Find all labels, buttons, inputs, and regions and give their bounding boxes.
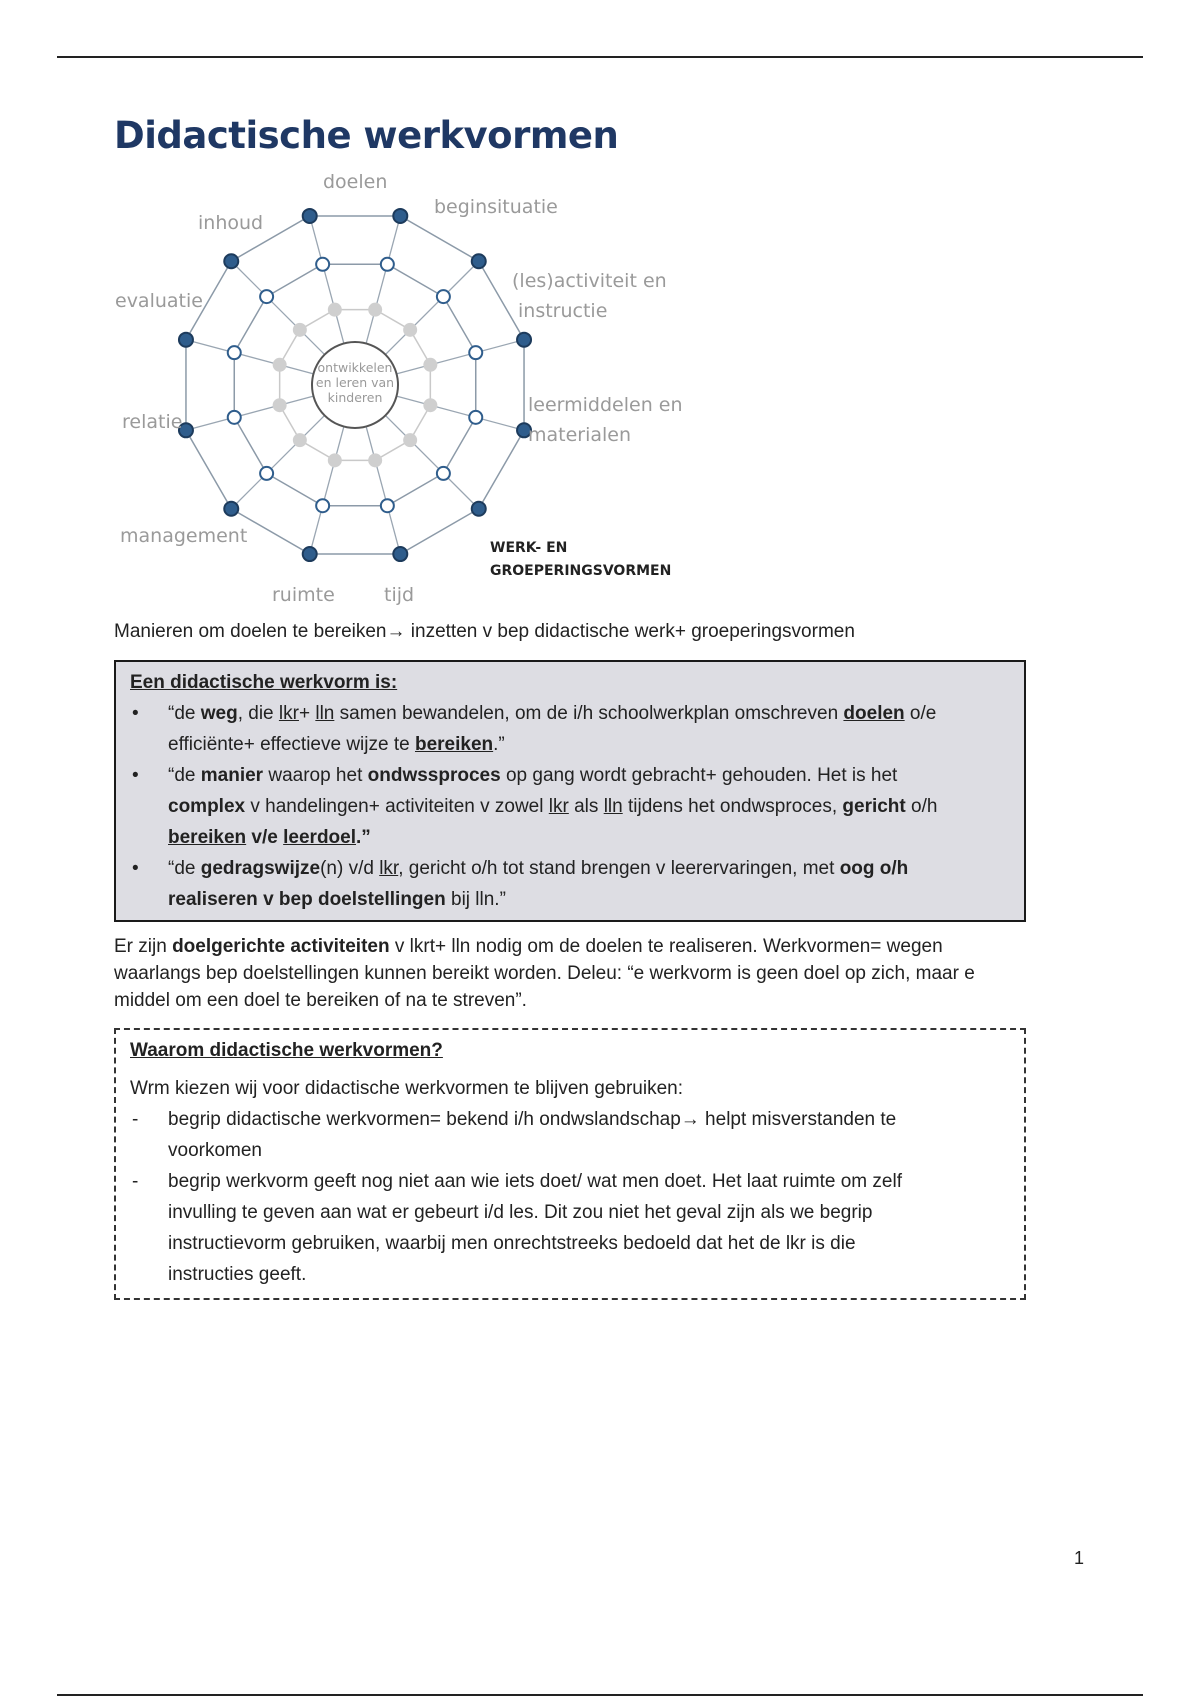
spoke-line: [231, 261, 324, 354]
footer-rule: [57, 1694, 1143, 1696]
spoke-line: [231, 415, 324, 508]
label-materialen: materialen: [528, 424, 632, 446]
definition-list: [130, 698, 1010, 915]
why-box: [114, 1028, 1026, 1300]
node-ring-1: [179, 333, 193, 347]
spoke-line: [385, 261, 478, 354]
label-inhoud: inhoud: [198, 212, 264, 234]
center-text-1: ontwikkelen: [317, 360, 393, 375]
explanation-paragraph: Er zijn doelgerichte activiteiten v lkrt+ lln nodig om de doelen te realiseren. Werkvormen= wegen waarlangs bep doelstellingen kunnen bereikt worden. Deleu: “e werkvorm is geen doel op zich, maar e middel om een doel te bereiken of na te streven”.: [114, 936, 975, 1011]
node-ring-1: [393, 547, 407, 561]
label-relatie: relatie: [122, 411, 183, 433]
spoke-line: [186, 396, 314, 430]
label-beginsituatie: beginsituatie: [434, 196, 558, 218]
spoke-line: [397, 396, 525, 430]
arrow-icon: →: [386, 621, 406, 642]
node-ring-2: [381, 499, 394, 512]
werkvormen-wheel-diagram: [110, 165, 685, 610]
why-title: Waarom didactische werkvormen?: [130, 1040, 443, 1061]
node-ring-2: [228, 411, 241, 424]
node-ring-2: [316, 258, 329, 271]
spoke-line: [385, 415, 478, 508]
bullet-icon: •: [132, 765, 139, 786]
label-groeperingsvormen: GROEPERINGSVORMEN: [490, 563, 672, 579]
node-ring-3: [424, 399, 436, 411]
spoke-line: [310, 216, 344, 344]
why-item-1: - begrip didactische werkvormen= bekend i/h ondwslandschap→ helpt misverstanden te voorkomen: [130, 1104, 1010, 1166]
node-ring-3: [329, 454, 341, 466]
definition-item-3: • “de gedragswijze(n) v/d lkr, gericht o/h tot stand brengen v leerervaringen, met oog o/h realiseren v bep doelstellingen bij lln.”: [130, 853, 1010, 915]
node-ring-2: [469, 346, 482, 359]
node-ring-3: [369, 454, 381, 466]
definition-title: Een didactische werkvorm is:: [130, 672, 398, 693]
node-ring-2: [437, 467, 450, 480]
node-ring-3: [274, 399, 286, 411]
node-ring-2: [228, 346, 241, 359]
node-ring-1: [393, 209, 407, 223]
why-list: [130, 1104, 1010, 1290]
node-ring-3: [369, 304, 381, 316]
page-title: Didactische werkvormen: [114, 114, 619, 157]
node-ring-2: [469, 411, 482, 424]
label-ruimte: ruimte: [272, 584, 335, 606]
node-ring-2: [260, 290, 273, 303]
node-ring-1: [303, 547, 317, 561]
spoke-line: [310, 427, 344, 555]
label-werk-en: WERK- EN: [490, 540, 568, 556]
label-doelen: doelen: [323, 171, 388, 193]
node-ring-2: [316, 499, 329, 512]
node-ring-2: [381, 258, 394, 271]
header-rule: [57, 56, 1143, 58]
node-ring-1: [224, 502, 238, 516]
node-ring-3: [329, 304, 341, 316]
node-ring-3: [404, 434, 416, 446]
spoke-line: [397, 340, 525, 374]
definition-box: [114, 660, 1026, 922]
node-ring-3: [294, 324, 306, 336]
dash-icon: -: [132, 1109, 139, 1130]
bullet-icon: •: [132, 703, 139, 724]
node-ring-1: [303, 209, 317, 223]
node-ring-1: [472, 254, 486, 268]
dash-icon: -: [132, 1171, 139, 1192]
node-ring-1: [517, 333, 531, 347]
label-leermiddelen: leermiddelen en: [528, 394, 683, 416]
spoke-line: [186, 340, 314, 374]
node-ring-3: [404, 324, 416, 336]
node-ring-3: [294, 434, 306, 446]
node-ring-2: [437, 290, 450, 303]
node-ring-1: [472, 502, 486, 516]
bullet-icon: •: [132, 858, 139, 879]
label-tijd: tijd: [384, 584, 415, 606]
node-ring-2: [260, 467, 273, 480]
arrow-icon: →: [680, 1109, 700, 1130]
center-text-2: en leren van: [315, 375, 395, 390]
label-lesactiviteit: (les)activiteit en: [512, 270, 667, 292]
spoke-line: [366, 427, 400, 555]
page-number: 1: [1074, 1548, 1085, 1568]
node-ring-1: [224, 254, 238, 268]
label-management: management: [120, 525, 248, 547]
definition-item-2: • “de manier waarop het ondwssproces op gang wordt gebracht+ gehouden. Het is het complex v handelingen+ activiteiten v zowel lkr als lln tijdens het ondwsproces, gericht o/h bereiken v/e leerdoel.”: [130, 760, 1010, 853]
center-text-3: kinderen: [327, 390, 383, 405]
intro-paragraph: Manieren om doelen te bereiken→ inzetten v bep didactische werk+ groeperingsvormen: [114, 621, 855, 642]
definition-item-1: • “de weg, die lkr+ lln samen bewandelen, om de i/h schoolwerkplan omschreven doelen o/e efficiënte+ effectieve wijze te bereiken.”: [130, 698, 1010, 760]
why-intro: Wrm kiezen wij voor didactische werkvormen te blijven gebruiken:: [130, 1078, 683, 1099]
node-ring-3: [274, 359, 286, 371]
spoke-line: [366, 216, 400, 344]
label-instructie: instructie: [518, 300, 608, 322]
label-evaluatie: evaluatie: [115, 290, 203, 312]
node-ring-3: [424, 359, 436, 371]
why-item-2: - begrip werkvorm geeft nog niet aan wie iets doet/ wat men doet. Het laat ruimte om zelf invulling te geven aan wat er gebeurt i/d les. Dit zou niet het geval zijn als we begrip instructievorm gebruiken, waarbij men onrechtstreeks bedoeld dat het de lkr is die instructies geeft.: [130, 1166, 1010, 1290]
